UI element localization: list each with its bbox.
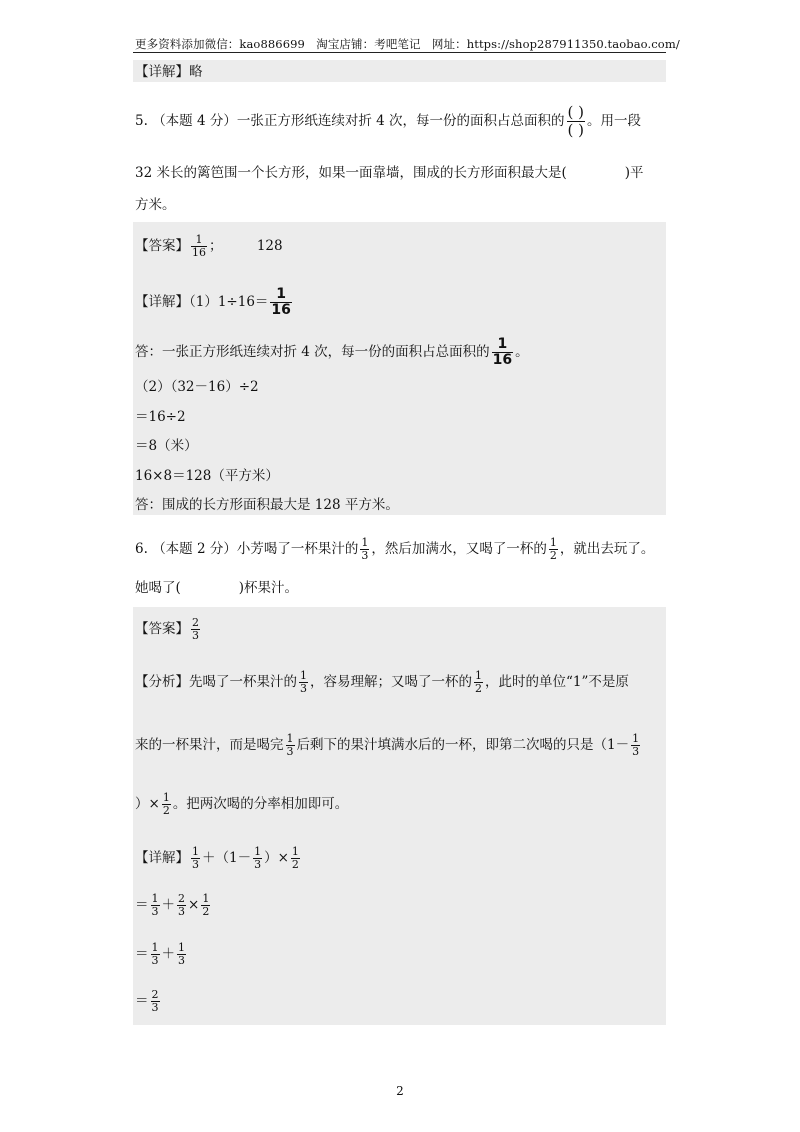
detail-label: 【详解】 (135, 850, 189, 866)
answer-sentence-fraction: $\frac{1}{16}$ (492, 336, 513, 368)
analysis-label: 【分析】 (135, 674, 189, 690)
page-number: 2 (396, 1084, 404, 1098)
answer-fraction: $\frac{2}{3}$ (192, 616, 199, 642)
detail-label: 【详解】 (135, 294, 189, 310)
q5-step3: ＝16÷2 (135, 409, 186, 425)
question-score: （本题 2 分） (152, 541, 237, 557)
page-header (135, 36, 680, 52)
q5-step5: 16×8＝128（平方米） (135, 468, 279, 484)
q5-step4: ＝8（米） (135, 438, 198, 454)
prev-detail-block (133, 60, 666, 82)
q5-answer: 【答案】 $\frac{1}{16}$ ； 128 (135, 233, 283, 259)
q5-question-line3: 方米。 (135, 197, 176, 213)
q5-detail-step1: 【详解】（1）1÷16＝ $\frac{1}{16}$ (135, 286, 291, 318)
q6-answer (135, 617, 202, 642)
detail-label: 【详解】 (135, 64, 189, 80)
header-rule (133, 52, 666, 53)
fraction-blank: $\frac{( )}{( )}$ (567, 103, 585, 139)
q6-detail-line2: ＝ $\frac{1}{3}$ ＋ $\frac{2}{3}$ × $\frac{1}{2}$ (135, 892, 210, 918)
q5-question-line2: 32 米长的篱笆围一个长方形，如果一面靠墙，围成的长方形面积最大是( )平 (135, 165, 644, 181)
header-url: 网址：https://shop287911350.taobao.com/ (431, 37, 680, 51)
question-number: 6. (135, 541, 148, 557)
detail-fraction: $\frac{1}{16}$ (271, 286, 291, 318)
question-score: （本题 4 分） (152, 113, 237, 129)
q6-detail-line4: ＝ $\frac{2}{3}$ (135, 988, 159, 1014)
q6-analysis-line2: 来的一杯果汁，而是喝完 $\frac{1}{3}$ 后剩下的果汁填满水后的一杯，即第二次喝的只是（1－ $\frac{1}{3}$ (135, 732, 640, 758)
q6-analysis-line3: ）× $\frac{1}{2}$ 。把两次喝的分率相加即可。 (135, 791, 349, 817)
q5-answer-sentence: 答：一张正方形纸连续对折 4 次，每一份的面积占总面积的 $\frac{1}{16}$ 。 (135, 336, 529, 368)
question-number: 5. (135, 113, 148, 129)
q6-analysis-line1: 【分析】先喝了一杯果汁的 $\frac{1}{3}$ ，容易理解；又喝了一杯的 $\frac{1}{2}$ ，此时的单位“1”不是原 (135, 669, 629, 695)
q5-question-line1: 5. （本题 4 分）一张正方形纸连续对折 4 次，每一份的面积占总面积的 $\frac{( )}{( )}$ 。用一段 (135, 103, 642, 139)
q6-detail-line3: ＝ $\frac{1}{3}$ ＋ $\frac{1}{3}$ (135, 941, 185, 967)
header-shop: 淘宝店铺：考吧笔记 (316, 37, 421, 51)
answer-fraction: $\frac{1}{16}$ (192, 233, 206, 259)
header-wechat: 更多资料添加微信：kao886699 (135, 37, 305, 51)
answer-label: 【答案】 (135, 238, 189, 254)
answer-label: 【答案】 (135, 621, 189, 637)
q6-question-line1: 6. （本题 2 分）小芳喝了一杯果汁的 $\frac{1}{3}$ ，然后加满水，又喝了一杯的 $\frac{1}{2}$ ，就出去玩了。 (135, 536, 655, 562)
q5-final-answer: 答：围成的长方形面积最大是 128 平方米。 (135, 497, 399, 513)
detail-text: 略 (189, 64, 203, 80)
q6-detail-line1: 【详解】 $\frac{1}{3}$ ＋（1－ $\frac{1}{3}$ ）× $\frac{1}{2}$ (135, 845, 299, 871)
answer-value: 128 (256, 238, 283, 254)
prev-detail (135, 63, 203, 81)
question-text: 一张正方形纸连续对折 4 次，每一份的面积占总面积的 (236, 113, 565, 129)
q6-question-line2: 她喝了( )杯果汁。 (135, 580, 299, 596)
q5-step2: （2）（32－16）÷2 (135, 379, 259, 395)
